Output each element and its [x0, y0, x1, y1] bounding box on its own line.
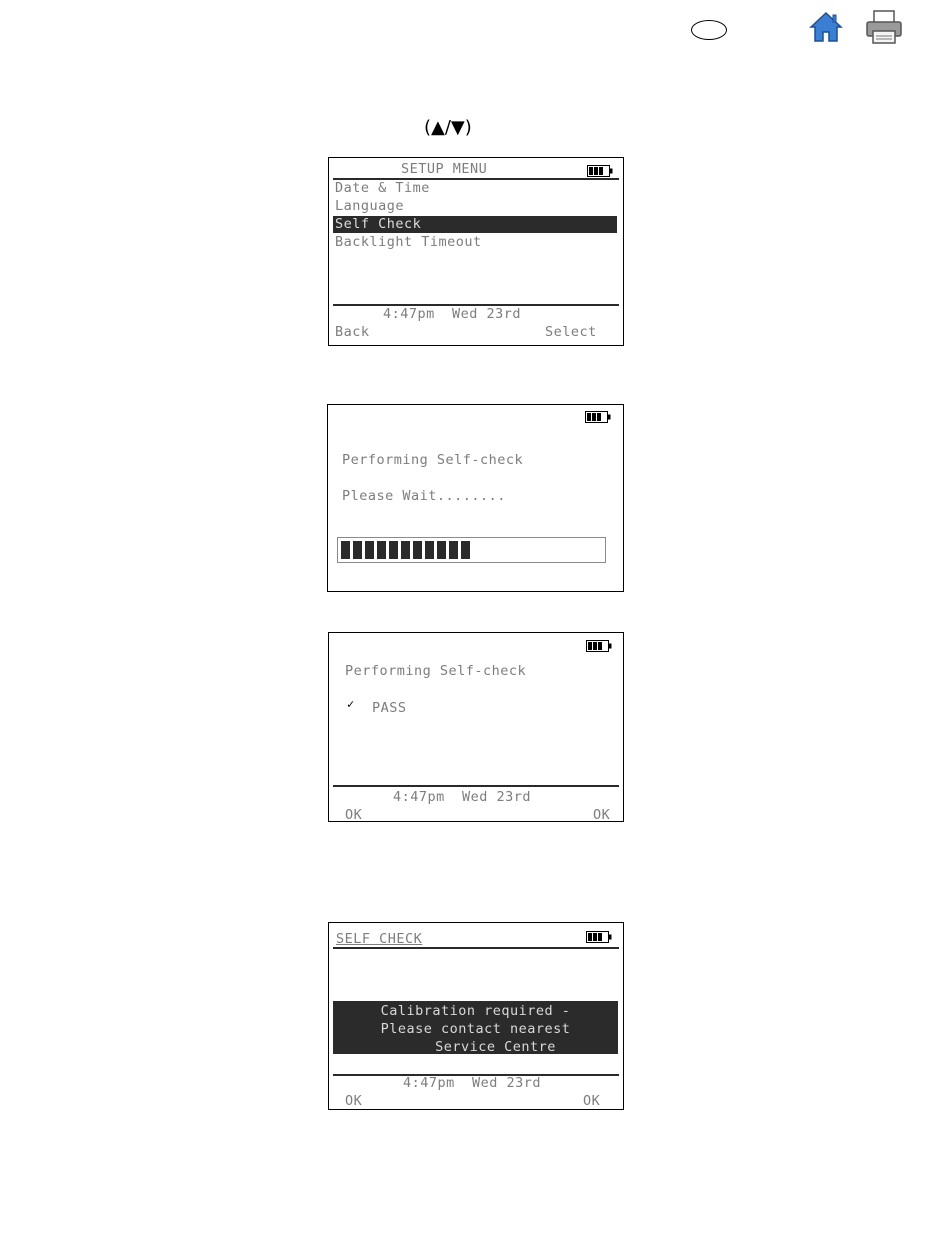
progress-segment — [401, 541, 410, 559]
battery-icon — [586, 640, 612, 652]
progress-segment — [449, 541, 458, 559]
progress-segment — [425, 541, 434, 559]
title-divider — [333, 947, 619, 949]
printer-icon[interactable] — [864, 9, 904, 45]
ok-left-soft-key[interactable]: OK — [345, 807, 363, 823]
please-wait-text: Please Wait........ — [342, 488, 506, 504]
check-mark-icon: ✓ — [347, 697, 355, 711]
self-check-pass-screen — [328, 632, 624, 822]
pass-result: PASS — [372, 700, 407, 716]
home-icon[interactable] — [808, 10, 844, 44]
progress-segment — [341, 541, 350, 559]
ok-left-soft-key[interactable]: OK — [345, 1093, 363, 1109]
self-check-heading: Performing Self-check — [342, 452, 524, 468]
progress-segment — [461, 541, 470, 559]
battery-icon — [585, 411, 611, 423]
progress-segment — [353, 541, 362, 559]
menu-item-language[interactable]: Language — [335, 198, 405, 214]
oval-button-icon[interactable] — [691, 20, 727, 40]
status-time-date: 4:47pm Wed 23rd — [383, 306, 522, 322]
self-check-progress-bar — [337, 537, 606, 563]
self-check-fail-screen — [328, 922, 624, 1110]
nav-up-down-hint: (▲/▼) — [424, 117, 472, 138]
message-line-3: Service Centre — [435, 1039, 556, 1055]
menu-item-backlight-timeout[interactable]: Backlight Timeout — [335, 234, 482, 250]
back-soft-key[interactable]: Back — [335, 324, 370, 340]
status-time-date: 4:47pm Wed 23rd — [403, 1075, 542, 1091]
message-line-1: Calibration required - — [380, 1003, 571, 1019]
menu-item-self-check-label: Self Check — [335, 216, 422, 232]
self-check-progress-screen — [327, 404, 624, 592]
self-check-title: SELF CHECK — [336, 931, 423, 947]
status-time-date: 4:47pm Wed 23rd — [393, 789, 532, 805]
select-soft-key[interactable]: Select — [545, 324, 597, 340]
calibration-required-message — [333, 1001, 618, 1054]
progress-segment — [365, 541, 374, 559]
battery-icon — [586, 931, 612, 943]
progress-segment — [377, 541, 386, 559]
setup-menu-screen — [328, 157, 624, 346]
ok-right-soft-key[interactable]: OK — [583, 1093, 601, 1109]
message-line-2: Please contact nearest — [380, 1021, 571, 1037]
progress-segment — [413, 541, 422, 559]
menu-item-self-check-selected[interactable] — [333, 216, 617, 233]
progress-segment — [437, 541, 446, 559]
status-divider — [333, 785, 619, 787]
menu-item-date-time[interactable]: Date & Time — [335, 180, 430, 196]
setup-menu-title: SETUP MENU — [401, 161, 488, 177]
self-check-heading: Performing Self-check — [345, 663, 527, 679]
battery-icon — [587, 165, 613, 177]
progress-segment — [389, 541, 398, 559]
ok-right-soft-key[interactable]: OK — [593, 807, 611, 823]
